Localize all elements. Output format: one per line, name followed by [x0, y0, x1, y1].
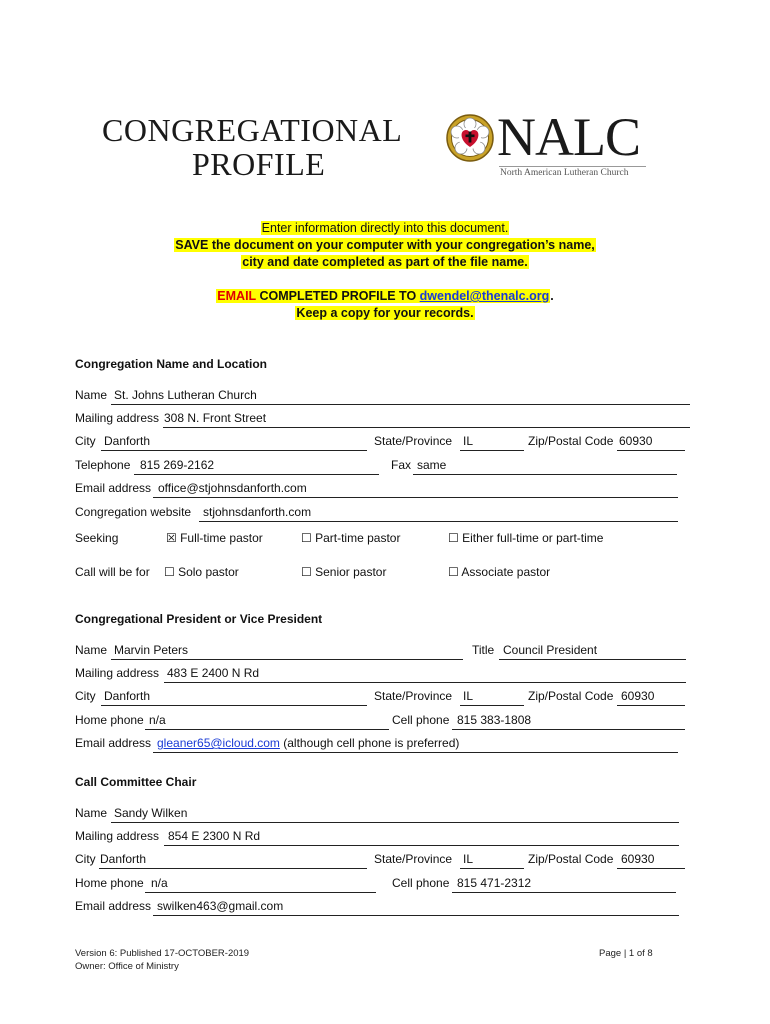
notice-line1: Enter information directly into this document. — [261, 221, 509, 235]
comm-state-line — [460, 868, 524, 869]
cong-email-field[interactable]: office@stjohnsdanforth.com — [158, 481, 307, 495]
luther-rose-icon — [445, 113, 495, 163]
comm-home-label: Home phone — [75, 876, 144, 890]
nalc-logo-text: NALC — [497, 107, 640, 167]
cong-name-field[interactable]: St. Johns Lutheran Church — [114, 388, 257, 402]
comm-state-field[interactable]: IL — [463, 852, 474, 866]
pres-zip-label: Zip/Postal Code — [528, 689, 614, 703]
cong-email-line — [153, 497, 678, 498]
call-senior-checkbox[interactable]: ☐ Senior pastor — [301, 565, 387, 579]
pres-name-label: Name — [75, 643, 108, 657]
pres-name-field[interactable]: Marvin Peters — [114, 643, 189, 657]
footer-owner: Owner: Office of Ministry — [75, 961, 179, 972]
pres-cell-field[interactable]: 815 383-1808 — [457, 713, 532, 727]
seeking-label: Seeking — [75, 531, 119, 545]
cong-zip-line — [617, 450, 685, 451]
pres-zip-field[interactable]: 60930 — [621, 689, 655, 703]
email-word: EMAIL — [217, 289, 256, 303]
pres-zip-line — [617, 705, 685, 706]
cong-telephone-field[interactable]: 815 269-2162 — [140, 458, 215, 472]
cong-name-label: Name — [75, 388, 108, 402]
comm-home-field[interactable]: n/a — [151, 876, 168, 890]
cong-mailing-field[interactable]: 308 N. Front Street — [164, 411, 267, 425]
comm-city-line — [99, 868, 367, 869]
cong-city-label: City — [75, 434, 96, 448]
pres-city-label: City — [75, 689, 96, 703]
pres-name-line — [111, 659, 463, 660]
comm-mailing-label: Mailing address — [75, 829, 160, 843]
comm-city-label: City — [75, 852, 96, 866]
notice-email-line: EMAIL COMPLETED PROFILE TO dwendel@thenalc.org. — [217, 289, 554, 303]
notice-line2: SAVE the document on your computer with your congregation’s name, — [175, 238, 595, 252]
cong-fax-field[interactable]: same — [417, 458, 447, 472]
cong-city-field[interactable]: Danforth — [104, 434, 151, 448]
comm-email-field[interactable]: swilken463@gmail.com — [157, 899, 284, 913]
pres-city-line — [101, 705, 367, 706]
pres-email-link[interactable]: gleaner65@icloud.com — [157, 736, 280, 750]
comm-city-field[interactable]: Danforth — [100, 852, 147, 866]
cong-fax-label: Fax — [391, 458, 412, 472]
page-title-line1: CONGREGATIONAL — [102, 112, 403, 148]
pres-state-line — [460, 705, 524, 706]
pres-cell-label: Cell phone — [392, 713, 450, 727]
committee-heading: Call Committee Chair — [75, 775, 197, 789]
pres-state-label: State/Province — [374, 689, 453, 703]
pres-title-label: Title — [472, 643, 495, 657]
cong-state-line — [460, 450, 524, 451]
pres-home-field[interactable]: n/a — [149, 713, 166, 727]
pres-title-line — [499, 659, 686, 660]
comm-email-label: Email address — [75, 899, 152, 913]
cong-city-line — [101, 450, 367, 451]
pres-mailing-line — [164, 682, 686, 683]
comm-zip-line — [617, 868, 685, 869]
pres-mailing-field[interactable]: 483 E 2400 N Rd — [167, 666, 260, 680]
seeking-full-time-checkbox[interactable]: ☒ Full-time pastor — [166, 531, 263, 545]
pres-city-field[interactable]: Danforth — [104, 689, 151, 703]
cong-zip-label: Zip/Postal Code — [528, 434, 614, 448]
call-associate-checkbox[interactable]: ☐ Associate pastor — [448, 565, 551, 579]
cong-website-line — [199, 521, 678, 522]
comm-name-field[interactable]: Sandy Wilken — [114, 806, 188, 820]
cong-email-label: Email address — [75, 481, 152, 495]
nalc-logo-subtitle: North American Lutheran Church — [500, 168, 629, 178]
cong-website-field[interactable]: stjohnsdanforth.com — [203, 505, 312, 519]
congregation-heading: Congregation Name and Location — [75, 357, 268, 371]
pres-email-field[interactable]: gleaner65@icloud.com (although cell phone is preferred) — [157, 736, 460, 750]
pres-state-field[interactable]: IL — [463, 689, 474, 703]
comm-name-line — [111, 822, 679, 823]
page-title-line2: PROFILE — [192, 146, 326, 182]
notice-line5: Keep a copy for your records. — [296, 306, 474, 320]
submission-email-link[interactable]: dwendel@thenalc.org — [419, 289, 550, 303]
pres-title-field[interactable]: Council President — [503, 643, 598, 657]
cong-state-field[interactable]: IL — [463, 434, 474, 448]
comm-cell-line — [452, 892, 676, 893]
pres-home-label: Home phone — [75, 713, 144, 727]
comm-home-line — [145, 892, 376, 893]
comm-zip-field[interactable]: 60930 — [621, 852, 655, 866]
cong-mailing-label: Mailing address — [75, 411, 160, 425]
seeking-either-checkbox[interactable]: ☐ Either full-time or part-time — [448, 531, 604, 545]
notice-line3: city and date completed as part of the file name. — [242, 255, 528, 269]
cong-state-label: State/Province — [374, 434, 453, 448]
pres-email-label: Email address — [75, 736, 152, 750]
comm-email-line — [153, 915, 679, 916]
cong-website-label: Congregation website — [75, 505, 192, 519]
logo-divider — [499, 166, 646, 167]
comm-name-label: Name — [75, 806, 108, 820]
pres-mailing-label: Mailing address — [75, 666, 160, 680]
pres-cell-line — [452, 729, 685, 730]
comm-cell-field[interactable]: 815 471-2312 — [457, 876, 532, 890]
call-for-label: Call will be for — [75, 565, 150, 579]
comm-zip-label: Zip/Postal Code — [528, 852, 614, 866]
call-solo-checkbox[interactable]: ☐ Solo pastor — [164, 565, 239, 579]
comm-mailing-field[interactable]: 854 E 2300 N Rd — [168, 829, 261, 843]
cong-name-line — [111, 404, 690, 405]
pres-email-line — [153, 752, 678, 753]
cong-telephone-line — [134, 474, 379, 475]
cong-zip-field[interactable]: 60930 — [619, 434, 653, 448]
pres-home-line — [145, 729, 389, 730]
cong-telephone-label: Telephone — [75, 458, 131, 472]
footer-page-number: Page | 1 of 8 — [599, 948, 653, 959]
seeking-part-time-checkbox[interactable]: ☐ Part-time pastor — [301, 531, 401, 545]
footer-version: Version 6: Published 17-OCTOBER-2019 — [75, 948, 250, 959]
comm-cell-label: Cell phone — [392, 876, 450, 890]
comm-mailing-line — [164, 845, 679, 846]
cong-fax-line — [413, 474, 677, 475]
comm-state-label: State/Province — [374, 852, 453, 866]
president-heading: Congregational President or Vice President — [75, 612, 323, 626]
cong-mailing-line — [163, 427, 690, 428]
